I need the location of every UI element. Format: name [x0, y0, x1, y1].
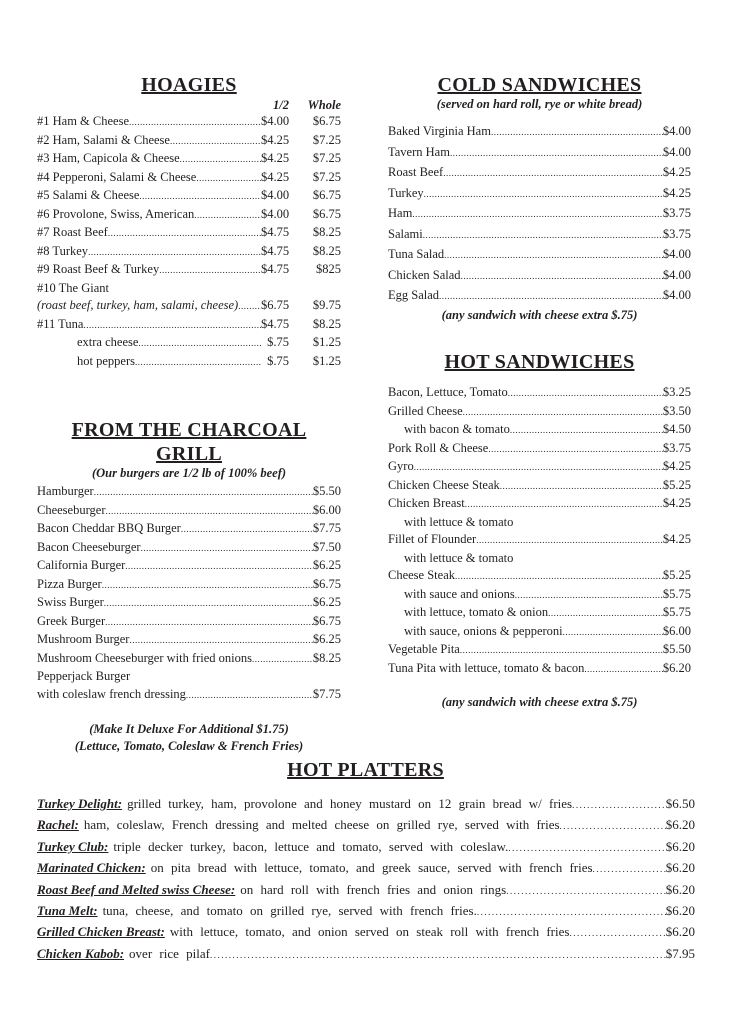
- leader-dots: [560, 817, 666, 836]
- leader-dots: [129, 632, 312, 650]
- leader-dots: [412, 205, 663, 225]
- cold-sandwiches-section: [388, 73, 691, 324]
- menu-row: [388, 143, 691, 164]
- item-name: #7 Roast Beef: [37, 225, 108, 239]
- platter-price: $6.20: [665, 838, 695, 854]
- leader-dots: [444, 246, 663, 266]
- platter-price: $6.20: [665, 881, 695, 897]
- leader-dots: [196, 170, 261, 188]
- pepperjack-name: Pepperjack Burger: [37, 669, 131, 683]
- menu-row: [37, 520, 341, 539]
- menu-row: [388, 623, 691, 642]
- item-name: Chicken Breast: [388, 496, 465, 510]
- menu-row: [37, 631, 341, 650]
- giant-whole-price: $9.75: [312, 298, 341, 312]
- hoagies-column-headers: [37, 97, 341, 113]
- item-price: $4.25: [662, 532, 691, 546]
- platter-price: $6.20: [665, 903, 695, 919]
- item-name: Egg Salad: [388, 288, 440, 302]
- leader-dots: [139, 188, 261, 206]
- menu-row: [388, 440, 691, 459]
- whole-price: $8.25: [312, 225, 341, 239]
- leader-dots: [170, 133, 261, 151]
- half-price: $.75: [267, 335, 289, 349]
- platter-row: [37, 922, 695, 943]
- leader-dots: [238, 298, 261, 316]
- platter-name: Marinated Chicken:: [37, 860, 146, 876]
- grill-subtitle: (Our burgers are 1/2 lb of 100% beef): [91, 466, 287, 480]
- platter-price: $6.20: [665, 817, 695, 833]
- item-price: $7.75: [312, 521, 341, 535]
- item-name: #6 Provolone, Swiss, American: [37, 206, 195, 221]
- giant-desc-row: [37, 297, 341, 316]
- item-name: #2 Ham, Salami & Cheese: [37, 132, 170, 147]
- item-price: $4.00: [662, 124, 691, 138]
- menu-row: [37, 650, 341, 669]
- hoagie-row: [37, 224, 341, 243]
- platter-price: $7.95: [665, 945, 695, 961]
- item-price: $3.75: [662, 440, 691, 455]
- platters-list: [37, 794, 695, 965]
- platter-name: Turkey Club:: [37, 838, 109, 854]
- leader-dots: [423, 226, 663, 246]
- hoagie-row: [37, 113, 341, 132]
- hoagie-extra-row: [37, 334, 341, 353]
- hot-sandwiches-section: [388, 350, 691, 711]
- platter-row: [37, 794, 695, 815]
- whole-price: $825: [316, 262, 341, 276]
- menu-row: [388, 567, 691, 586]
- item-name: with lettuce & tomato: [404, 550, 514, 565]
- item-name: with sauce and onions: [404, 586, 515, 601]
- hot-title: HOT SANDWICHES: [444, 351, 635, 373]
- platter-price: $6.20: [665, 924, 695, 940]
- platters-title: HOT PLATTERS: [287, 759, 444, 781]
- cold-title: COLD SANDWICHES: [437, 74, 642, 96]
- leader-dots: [180, 151, 261, 169]
- item-price: $6.25: [312, 632, 341, 646]
- item-price: $3.75: [662, 226, 691, 241]
- menu-row: [388, 225, 691, 246]
- leader-dots: [106, 503, 313, 521]
- half-price: $4.00: [261, 114, 290, 128]
- platter-name: Grilled Chicken Breast:: [37, 924, 165, 940]
- item-name: Tuna Pita with lettuce, tomato & bacon: [388, 660, 585, 675]
- leader-dots: [159, 262, 261, 280]
- leader-dots: [584, 661, 662, 679]
- item-name: Chicken Salad: [388, 267, 461, 282]
- leader-dots: [450, 144, 663, 164]
- grill-section: [37, 418, 341, 755]
- leader-dots: [461, 267, 663, 287]
- half-header: 1/2: [273, 98, 289, 112]
- menu-row: [388, 641, 691, 660]
- item-price: $3.50: [662, 403, 691, 418]
- menu-row: [388, 266, 691, 287]
- item-name: with lettuce & tomato: [404, 514, 514, 529]
- item-name: with lettuce, tomato & onion: [404, 605, 549, 619]
- leader-dots: [135, 354, 261, 372]
- item-price: $5.75: [662, 605, 691, 619]
- hoagie-row: [37, 187, 341, 206]
- giant-desc: (roast beef, turkey, ham, salami, cheese): [37, 298, 239, 312]
- platter-desc: over rice pilaf: [129, 945, 210, 961]
- deluxe-note-1: (Make It Deluxe For Additional $1.75): [89, 722, 289, 736]
- leader-dots: [488, 441, 663, 459]
- menu-row: [37, 576, 341, 595]
- half-price: $4.00: [261, 188, 290, 202]
- pepperjack-name-row: [37, 668, 341, 686]
- leader-dots: [138, 335, 261, 353]
- giant-name-row: [37, 280, 341, 298]
- item-price: $4.25: [662, 185, 691, 200]
- menu-row: [388, 495, 691, 514]
- item-price: $8.25: [312, 650, 341, 665]
- leader-dots: [455, 568, 663, 586]
- item-name: Mushroom Cheeseburger with fried onions: [37, 650, 253, 665]
- half-price: $.75: [267, 353, 289, 368]
- hoagies-title: HOAGIES: [141, 74, 237, 96]
- item-name: Pork Roll & Cheese: [388, 440, 489, 455]
- whole-price: $7.25: [312, 151, 341, 165]
- menu-row: [388, 458, 691, 477]
- leader-dots: [500, 478, 663, 496]
- tuna-name: #11 Tuna: [37, 316, 84, 331]
- menu-row: [388, 550, 691, 568]
- hoagie-row: [37, 261, 341, 280]
- platter-price: $6.50: [665, 796, 695, 811]
- leader-dots: [181, 521, 313, 539]
- pepperjack-price: $7.75: [312, 686, 341, 701]
- menu-row: [388, 122, 691, 143]
- item-name: Baked Virginia Ham: [388, 124, 491, 138]
- item-price: $4.00: [662, 288, 691, 302]
- item-price: $4.25: [662, 459, 691, 473]
- item-price: $4.25: [662, 165, 691, 179]
- half-price: $4.00: [261, 206, 290, 221]
- half-price: $4.75: [261, 262, 290, 276]
- menu-row: [37, 594, 341, 613]
- item-name: Cheese Steak: [388, 568, 455, 582]
- menu-row: [388, 531, 691, 550]
- menu-row: [388, 163, 691, 184]
- platter-row: [37, 944, 695, 965]
- item-price: $6.75: [312, 576, 341, 591]
- item-price: $6.00: [662, 623, 691, 638]
- item-name: #4 Pepperoni, Salami & Cheese: [37, 169, 197, 184]
- menu-row: [388, 514, 691, 532]
- menu-row: [388, 421, 691, 440]
- menu-row: [388, 184, 691, 205]
- item-name: Bacon, Lettuce, Tomato: [388, 385, 508, 399]
- grill-list: [37, 483, 341, 668]
- leader-dots: [83, 317, 261, 335]
- item-price: $6.25: [312, 558, 341, 572]
- hoagie-row: [37, 150, 341, 169]
- leader-dots: [460, 642, 663, 660]
- whole-price: $6.75: [312, 114, 341, 128]
- menu-row: [388, 586, 691, 605]
- menu-row: [388, 245, 691, 266]
- item-name: Grilled Cheese: [388, 403, 463, 418]
- item-name: California Burger: [37, 558, 126, 572]
- leader-dots: [569, 924, 665, 943]
- half-price: $4.75: [261, 243, 290, 258]
- leader-dots: [102, 577, 313, 595]
- hoagies-section: [37, 73, 341, 371]
- menu-row: [388, 204, 691, 225]
- leader-dots: [563, 624, 663, 642]
- platter-name: Turkey Delight:: [37, 796, 123, 811]
- pepperjack-desc-row: [37, 686, 341, 705]
- item-name: #1 Ham & Cheese: [37, 114, 129, 128]
- platter-name: Roast Beef and Melted swiss Cheese:: [37, 881, 236, 897]
- cold-note: (any sandwich with cheese extra $.75): [441, 307, 638, 322]
- platter-name: Tuna Melt:: [37, 903, 98, 919]
- menu-row: [37, 483, 341, 502]
- whole-header: Whole: [307, 98, 341, 112]
- item-price: $7.50: [312, 539, 341, 554]
- leader-dots: [125, 558, 313, 576]
- half-price: $4.25: [261, 151, 290, 165]
- half-price: $4.25: [261, 169, 290, 184]
- item-name: Pizza Burger: [37, 576, 102, 591]
- hoagie-extra-row: [37, 353, 341, 372]
- menu-row: [388, 286, 691, 307]
- item-name: Salami: [388, 226, 423, 241]
- item-price: $5.25: [662, 477, 691, 492]
- leader-dots: [129, 114, 261, 132]
- hoagie-row: [37, 169, 341, 188]
- item-price: $4.25: [662, 496, 691, 510]
- item-name: with sauce, onions & pepperoni: [404, 623, 563, 638]
- item-name: Bacon Cheeseburger: [37, 539, 141, 554]
- item-name: Fillet of Flounder: [388, 532, 477, 546]
- hoagie-row: [37, 206, 341, 225]
- platter-row: [37, 901, 695, 922]
- item-name: Cheeseburger: [37, 502, 106, 517]
- item-name: Greek Burger: [37, 613, 106, 628]
- item-price: $6.00: [312, 502, 341, 517]
- cold-subtitle: (served on hard roll, rye or white bread): [436, 97, 643, 111]
- giant-name: #10 The Giant: [37, 280, 109, 295]
- item-price: $4.00: [662, 247, 691, 261]
- leader-dots: [108, 225, 261, 243]
- whole-price: $1.25: [312, 335, 341, 349]
- item-price: $4.50: [662, 422, 691, 436]
- menu-row: [388, 660, 691, 679]
- item-name: Tavern Ham: [388, 144, 450, 159]
- item-price: $6.20: [662, 660, 691, 675]
- giant-half-price: $6.75: [261, 298, 290, 312]
- menu-row: [37, 613, 341, 632]
- leader-dots: [491, 123, 663, 143]
- whole-price: $7.25: [312, 169, 341, 184]
- extra-name: extra cheese: [77, 335, 139, 349]
- item-name: #5 Salami & Cheese: [37, 188, 140, 202]
- whole-price: $1.25: [312, 353, 341, 368]
- leader-dots: [465, 496, 663, 514]
- platter-row: [37, 880, 695, 901]
- item-name: Bacon Cheddar BBQ Burger: [37, 521, 181, 535]
- item-price: $5.75: [662, 586, 691, 601]
- half-price: $4.75: [261, 225, 290, 239]
- tuna-whole-price: $8.25: [312, 316, 341, 331]
- platter-desc: on pita bread with lettuce, tomato, and greek sauce, served with french fries: [150, 860, 593, 876]
- menu-row: [37, 502, 341, 521]
- leader-dots: [463, 404, 663, 422]
- whole-price: $7.25: [312, 132, 341, 147]
- item-name: #9 Roast Beef & Turkey: [37, 262, 160, 276]
- whole-price: $6.75: [312, 188, 341, 202]
- item-name: #8 Turkey: [37, 243, 89, 258]
- leader-dots: [194, 207, 261, 225]
- half-price: $4.25: [261, 132, 290, 147]
- item-price: $4.00: [662, 267, 691, 282]
- hoagie-row: [37, 243, 341, 262]
- deluxe-note-2: (Lettuce, Tomato, Coleslaw & French Fries): [74, 739, 304, 753]
- item-name: #3 Ham, Capicola & Cheese: [37, 151, 180, 165]
- leader-dots: [186, 687, 313, 705]
- platter-row: [37, 858, 695, 879]
- hot-note: (any sandwich with cheese extra $.75): [441, 695, 638, 709]
- leader-dots: [593, 860, 666, 879]
- menu-row: [388, 403, 691, 422]
- hoagie-row: [37, 132, 341, 151]
- item-name: Ham: [388, 206, 413, 220]
- item-name: with bacon & tomato: [404, 422, 510, 436]
- menu-row: [388, 604, 691, 623]
- leader-dots: [508, 839, 665, 858]
- leader-dots: [476, 532, 663, 550]
- menu-row: [388, 477, 691, 496]
- platter-desc: ham, coleslaw, French dressing and melted cheese on grilled rye, served with fries: [83, 817, 560, 833]
- item-price: $4.00: [662, 144, 691, 159]
- leader-dots: [510, 422, 663, 440]
- leader-dots: [424, 185, 663, 205]
- item-price: $5.25: [662, 568, 691, 582]
- leader-dots: [141, 540, 313, 558]
- leader-dots: [506, 882, 666, 901]
- extra-name: hot peppers: [77, 353, 135, 368]
- leader-dots: [105, 614, 313, 632]
- hoagie-extras-list: [37, 334, 341, 371]
- platter-name: Chicken Kabob:: [37, 945, 125, 961]
- leader-dots: [210, 946, 666, 965]
- platter-desc: grilled turkey, ham, provolone and honey mustard on 12 grain bread w/ fries: [127, 796, 573, 811]
- menu-row: [37, 557, 341, 576]
- item-price: $5.50: [312, 484, 341, 498]
- leader-dots: [572, 796, 666, 815]
- tuna-half-price: $4.75: [261, 316, 290, 331]
- platter-name: Rachel:: [37, 817, 79, 833]
- leader-dots: [88, 244, 261, 262]
- platter-desc: triple decker turkey, bacon, lettuce and tomato, served with coleslaw.: [113, 838, 509, 854]
- platter-row: [37, 837, 695, 858]
- platter-desc: with lettuce, tomato, and onion served on steak roll with french fries: [169, 924, 570, 940]
- grill-title: FROM THE CHARCOAL GRILL: [71, 419, 307, 465]
- leader-dots: [515, 587, 663, 605]
- leader-dots: [508, 385, 663, 403]
- whole-price: $6.75: [312, 206, 341, 221]
- hot-list: [388, 384, 691, 678]
- item-name: Turkey: [388, 185, 424, 200]
- menu-row: [37, 539, 341, 558]
- platter-price: $6.20: [665, 860, 695, 876]
- leader-dots: [94, 484, 313, 502]
- platter-desc: tuna, cheese, and tomato on grilled rye, served with french fries.: [102, 903, 477, 919]
- item-price: $5.50: [662, 642, 691, 656]
- item-price: $6.25: [312, 595, 341, 609]
- platter-desc: on hard roll with french fries and onion rings: [240, 881, 507, 897]
- pepperjack-desc: with coleslaw french dressing: [37, 686, 186, 701]
- item-price: $3.75: [662, 206, 691, 220]
- platter-row: [37, 815, 695, 836]
- menu-row: [388, 384, 691, 403]
- tuna-row: [37, 316, 341, 335]
- item-name: Vegetable Pita: [388, 642, 460, 656]
- item-name: Chicken Cheese Steak: [388, 477, 500, 492]
- item-name: Swiss Burger: [37, 595, 104, 609]
- whole-price: $8.25: [312, 243, 341, 258]
- leader-dots: [104, 595, 313, 613]
- leader-dots: [443, 164, 663, 184]
- item-name: Roast Beef: [388, 165, 444, 179]
- leader-dots: [252, 651, 313, 669]
- item-name: Gyro: [388, 459, 414, 473]
- leader-dots: [477, 903, 666, 922]
- item-price: $3.25: [662, 385, 691, 399]
- leader-dots: [548, 605, 663, 623]
- hoagies-list: [37, 113, 341, 280]
- item-price: $6.75: [312, 613, 341, 628]
- cold-list: [388, 122, 691, 307]
- leader-dots: [414, 459, 663, 477]
- leader-dots: [439, 287, 663, 307]
- item-name: Hamburger: [37, 484, 94, 498]
- item-name: Mushroom Burger: [37, 632, 130, 646]
- item-name: Tuna Salad: [388, 247, 445, 261]
